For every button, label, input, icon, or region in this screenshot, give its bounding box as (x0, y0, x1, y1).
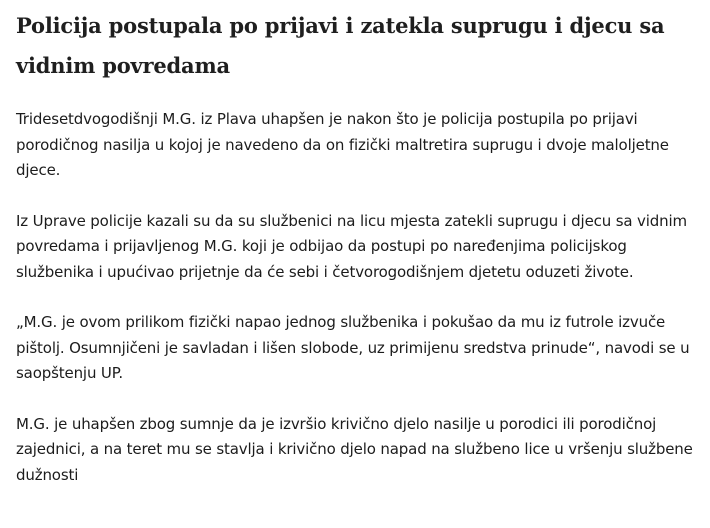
article-paragraph: „M.G. je ovom prilikom fizički napao jednog službenika i pokušao da mu iz futrole izvuče pištolj. Osumnjičeni je savladan i lišen slobode, uz primijenu sredstva prinude“, navodi se u saopštenju UP. (16, 313, 690, 382)
article-paragraph: Tridesetdvogodišnji M.G. iz Plava uhapšen je nakon što je policija postupila po prijavi porodičnog nasilja u kojoj je navedeno da on fizički maltretira suprugu i dvoje maloljetne djece. (16, 110, 669, 179)
article-paragraph: Iz Uprave policije kazali su da su službenici na licu mjesta zatekli suprugu i djecu sa vidnim povredama i prijavljenog M.G. koji je odbijao da postupi po naređenjima policijskog službenika i upućivao prijetnje da će sebi i četvorogodišnjem djetetu oduzeti živote. (16, 211, 687, 281)
article (16, 0, 704, 513)
article-body (16, 107, 704, 488)
article-paragraph: M.G. je uhapšen zbog sumnje da je izvršio krivično djelo nasilje u porodici ili porodičnoj zajednici, a na teret mu se stavlja i krivično djelo napad na službeno lice u vršenju službene dužnosti (16, 414, 693, 484)
article-title: Policija postupala po prijavi i zatekla suprugu i djecu sa vidnim povredama (16, 13, 665, 78)
